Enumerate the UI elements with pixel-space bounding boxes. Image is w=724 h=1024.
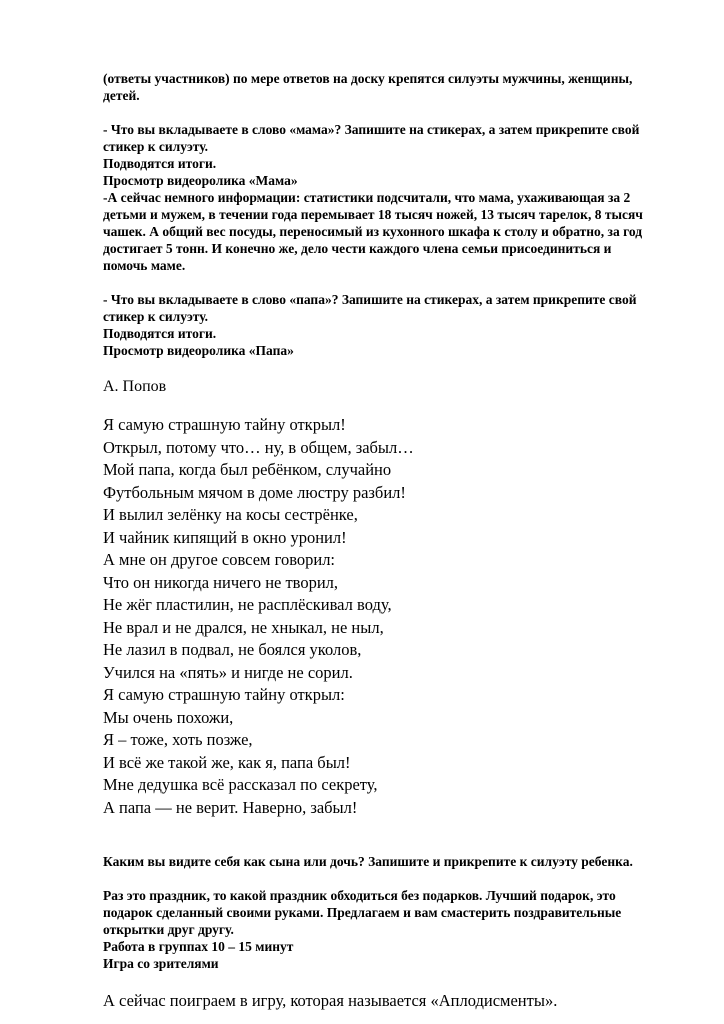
poem-line: Я самую страшную тайну открыл: [103,685,345,704]
text-line: - Что вы вкладываете в слово «папа»? Запишите на стикерах, а затем прикрепите свой [103,292,637,307]
text-line: достигает 5 тонн. И конечно же, дело чести каждого члена семьи присоединиться и [103,241,612,256]
poem-line: И чайник кипящий в окно уронил! [103,527,347,547]
gifts-section [103,887,683,972]
poem-line: Не врал и не дрался, не хныкал, не ныл, [103,617,384,637]
text-line: Просмотр видеоролика «Папа» [103,343,294,358]
poem-line: Учился на «пять» и нигде не сорил. [103,662,353,682]
poem-line: Я самую страшную тайну открыл! [103,415,346,434]
mama-section [103,121,683,274]
child-question [103,853,683,870]
text-line: Подводятся итоги. [103,156,217,171]
poem [103,414,683,819]
text-line: Игра со зрителями [103,956,219,971]
spacer [103,819,683,853]
poem-line: Мы очень похожи, [103,707,234,727]
text-line: открытки друг другу. [103,922,234,937]
spacer [103,104,683,121]
poem-line: Не лазил в подвал, не боялся уколов, [103,640,362,659]
poem-line: И вылил зелёнку на косы сестрёнке, [103,505,358,524]
papa-section [103,291,683,359]
poem-line: Футбольным мячом в доме люстру разбил! [103,482,406,502]
spacer [103,870,683,887]
poem-line: Я – тоже, хоть позже, [103,730,253,749]
text-line: Каким вы видите себя как сына или дочь? Запишите и прикрепите к силуэту ребенка. [103,854,633,869]
poem-author: А. Попов [103,378,167,395]
text-line: чашек. А общий вес посуды, переносимый из кухонного шкафа к столу и обратно, за год [103,224,643,239]
text-line: помочь маме. [103,258,186,273]
text-line: -А сейчас немного информации: статистики подсчитали, что мама, ухаживающая за 2 [103,190,631,205]
poem-line: А мне он другое совсем говорил: [103,550,336,569]
poem-line: И всё же такой же, как я, папа был! [103,752,351,772]
text-line: Просмотр видеоролика «Мама» [103,173,298,188]
text-line: (ответы участников) по мере ответов на доску крепятся силуэты мужчины, женщины, [103,71,633,86]
text-line: Подводятся итоги. [103,326,217,341]
text-line: Раз это праздник, то какой праздник обходиться без подарков. Лучший подарок, это [103,888,616,903]
text-line: стикер к силуэту. [103,139,209,154]
poem-line: Не жёг пластилин, не расплёскивал воду, [103,595,392,614]
poem-line: Мне дедушка всё рассказал по секрету, [103,775,378,794]
text-line: детей. [103,88,140,103]
spacer [103,274,683,291]
intro-paragraph [103,70,683,104]
text-line: подарок сделанный своими руками. Предлагаем и вам смастерить поздравительные [103,905,622,920]
document-page [103,70,683,1012]
poem-line: А папа — не верит. Наверно, забыл! [103,797,358,817]
text-line: детьми и мужем, в течении года перемывает 18 тысяч ножей, 13 тысяч тарелок, 8 тысяч [103,207,643,222]
poem-line: Мой папа, когда был ребёнком, случайно [103,460,392,479]
text-line: - Что вы вкладываете в слово «мама»? Запишите на стикерах, а затем прикрепите свой [103,122,640,137]
text-line: стикер к силуэту. [103,309,209,324]
poem-line: Что он никогда ничего не творил, [103,572,339,592]
applause-game-line: А сейчас поиграем в игру, которая называется «Аплодисменты». [103,991,558,1010]
poem-line: Открыл, потому что… ну, в общем, забыл… [103,437,414,457]
text-line: Работа в группах 10 – 15 минут [103,939,294,954]
